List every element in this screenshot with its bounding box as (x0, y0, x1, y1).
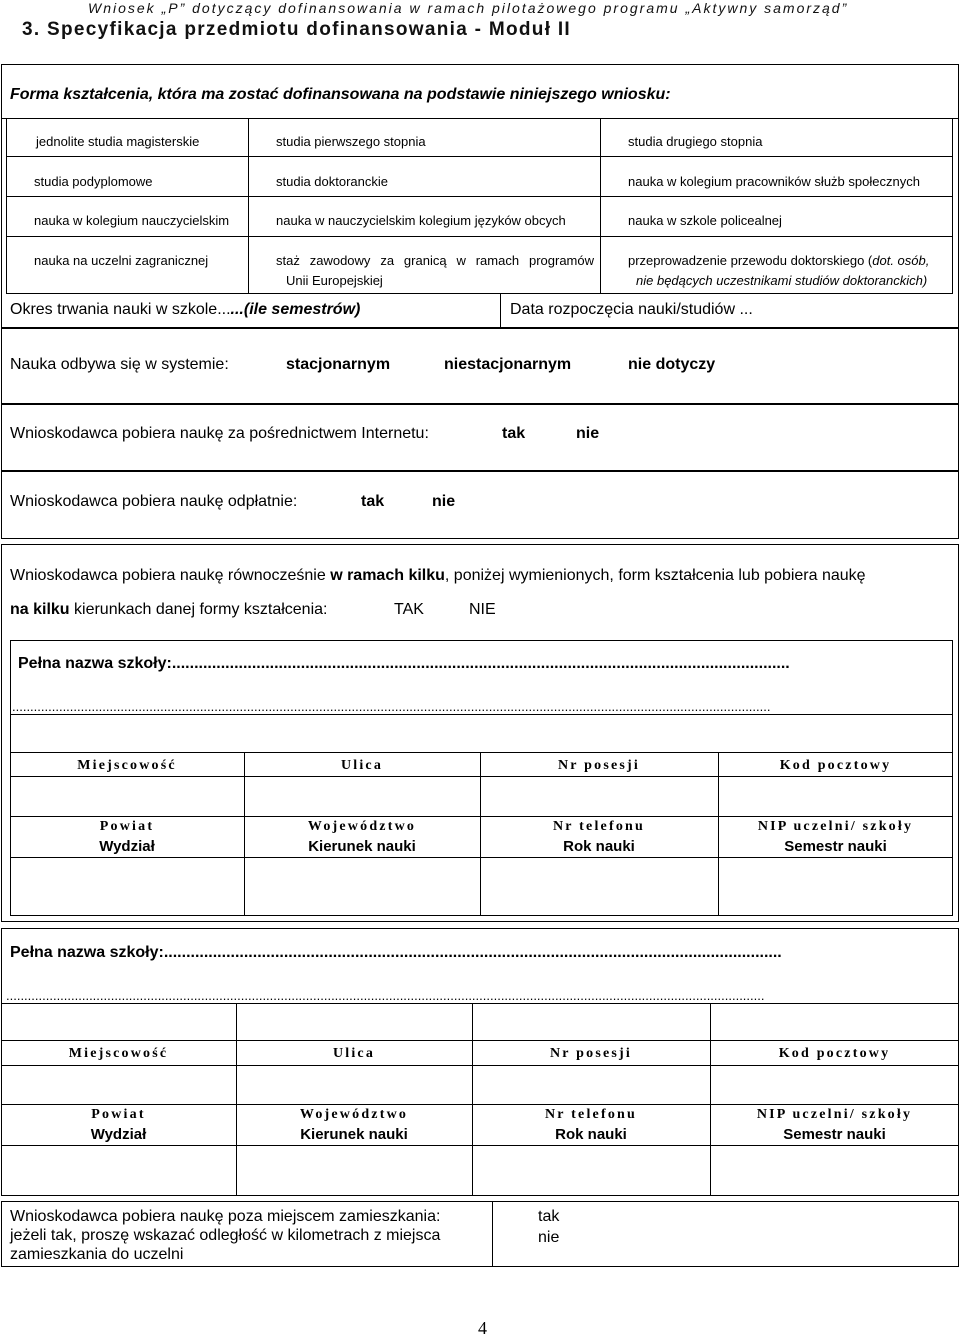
szkola2-kod-pocztowy: Kod pocztowy (778, 1046, 891, 1061)
szkola2-powiat: Powiat (91, 1107, 146, 1122)
internet-label: Wnioskodawca pobiera naukę za pośrednictwem Internetu: (10, 425, 429, 442)
szkola1-nip: NIP uczelni/ szkoły (757, 819, 914, 834)
running-header: Wniosek „P” dotyczący dofinansowania w ramach pilotażowego programu „Aktywny samorząd” (88, 0, 849, 16)
odleglosc-line1: Wnioskodawca pobiera naukę poza miejscem zamieszkania: (10, 1208, 441, 1225)
szkola1-nr-posesji: Nr posesji (557, 758, 641, 773)
szkola2-name-label[interactable]: Pełna nazwa szkoły:........................................................................................................................................... (10, 944, 782, 961)
odleglosc-line2: jeżeli tak, proszę wskazać odległość w kilometrach z miejsca (10, 1227, 441, 1244)
szkola1-name-label[interactable]: Pełna nazwa szkoły:........................................................................................................................................... (18, 655, 790, 672)
szkola1-rok: Rok nauki (563, 838, 635, 855)
szkola1-wojewodztwo: Województwo (307, 819, 417, 834)
szkola2-nr-telefonu: Nr telefonu (545, 1107, 637, 1122)
szkola1-powiat: Powiat (99, 819, 155, 834)
forma-heading: Forma kształcenia, która ma zostać dofinansowana na podstawie niniejszego wniosku: (10, 86, 671, 103)
page-number: 4 (478, 1318, 487, 1338)
option-doktorski[interactable]: przeprowadzenie przewodu doktorskiego (dot. osób, (628, 253, 930, 268)
option-pierwszego-stopnia[interactable]: studia pierwszego stopnia (276, 134, 426, 149)
odleglosc-nie[interactable]: nie (538, 1229, 560, 1246)
system-label: Nauka odbywa się w systemie: (10, 356, 229, 373)
odleglosc-tak[interactable]: tak (538, 1208, 560, 1225)
szkola2-ulica: Ulica (332, 1046, 376, 1061)
szkola1-dots: .................................................................................................................................................................................................................. (12, 699, 771, 714)
szkola2-dots: .................................................................................................................................................................................................................. (6, 988, 765, 1003)
option-doktorski-line2: nie będących uczestnikami studiów doktoranckich) (636, 273, 928, 288)
szkola2-box (1, 928, 959, 1196)
szkola2-nip: NIP uczelni/ szkoły (756, 1107, 913, 1122)
system-nie-dotyczy[interactable]: nie dotyczy (628, 356, 716, 373)
rownoczesnie-tak[interactable]: TAK (394, 601, 424, 618)
rownoczesnie-nie[interactable]: NIE (469, 601, 496, 618)
szkola1-ulica: Ulica (340, 758, 384, 773)
option-staz-line2: Unii Europejskiej (286, 273, 383, 288)
szkola2-wydzial: Wydział (90, 1126, 147, 1143)
rownoczesnie-line2: na kilku kierunkach danej formy kształcenia: (10, 601, 328, 618)
szkola2-miejscowosc: Miejscowość (68, 1046, 169, 1061)
szkola1-nr-telefonu: Nr telefonu (553, 819, 645, 834)
okres-label: Okres trwania nauki w szkole......(ile semestrów) (10, 301, 361, 318)
odplatnie-tak[interactable]: tak (361, 493, 385, 510)
szkola2-semestr: Semestr nauki (783, 1126, 886, 1143)
szkola1-box (10, 640, 953, 916)
option-kolegium-jezykow[interactable]: nauka w nauczycielskim kolegium języków obcych (276, 213, 566, 228)
szkola1-miejscowosc: Miejscowość (77, 758, 177, 773)
szkola2-kierunek: Kierunek nauki (300, 1126, 408, 1143)
system-stacjonarnym[interactable]: stacjonarnym (286, 356, 391, 373)
option-szkola-policealna[interactable]: nauka w szkole policealnej (628, 213, 782, 228)
data-rozpoczecia-label: Data rozpoczęcia nauki/studiów ... (510, 301, 753, 318)
odleglosc-line3: zamieszkania do uczelni (10, 1246, 184, 1263)
option-doktoranckie[interactable]: studia doktoranckie (276, 174, 389, 189)
option-podyplomowe[interactable]: studia podyplomowe (34, 174, 153, 189)
odplatnie-label: Wnioskodawca pobiera naukę odpłatnie: (10, 493, 298, 510)
system-niestacjonarnym[interactable]: niestacjonarnym (444, 356, 572, 373)
option-drugiego-stopnia[interactable]: studia drugiego stopnia (628, 134, 763, 149)
option-staz-line1[interactable]: staż zawodowy za granicą w ramach programów (276, 253, 594, 268)
rownoczesnie-line1: Wnioskodawca pobiera naukę równocześnie w ramach kilku, poniżej wymienionych, form kształcenia lub pobiera naukę (10, 567, 866, 584)
szkola1-kod-pocztowy: Kod pocztowy (779, 758, 892, 773)
odplatnie-nie[interactable]: nie (432, 493, 456, 510)
szkola2-rok: Rok nauki (555, 1126, 627, 1143)
option-kolegium-sluzb[interactable]: nauka w kolegium pracowników służb społecznych (628, 174, 920, 189)
option-kolegium-nauczycielskie[interactable]: nauka w kolegium nauczycielskim (34, 213, 230, 228)
szkola2-nr-posesji: Nr posesji (549, 1046, 633, 1061)
szkola2-wojewodztwo: Województwo (299, 1107, 409, 1122)
option-uczelnia-zagraniczna[interactable]: nauka na uczelni zagranicznej (34, 253, 209, 268)
option-jednolite[interactable]: jednolite studia magisterskie (36, 134, 200, 149)
internet-nie[interactable]: nie (576, 425, 600, 442)
szkola1-semestr: Semestr nauki (784, 838, 887, 855)
szkola1-wydzial: Wydział (99, 838, 155, 855)
section-title: 3. Specyfikacja przedmiotu dofinansowania - Moduł II (22, 19, 572, 40)
internet-tak[interactable]: tak (502, 425, 526, 442)
szkola1-kierunek: Kierunek nauki (308, 838, 416, 855)
